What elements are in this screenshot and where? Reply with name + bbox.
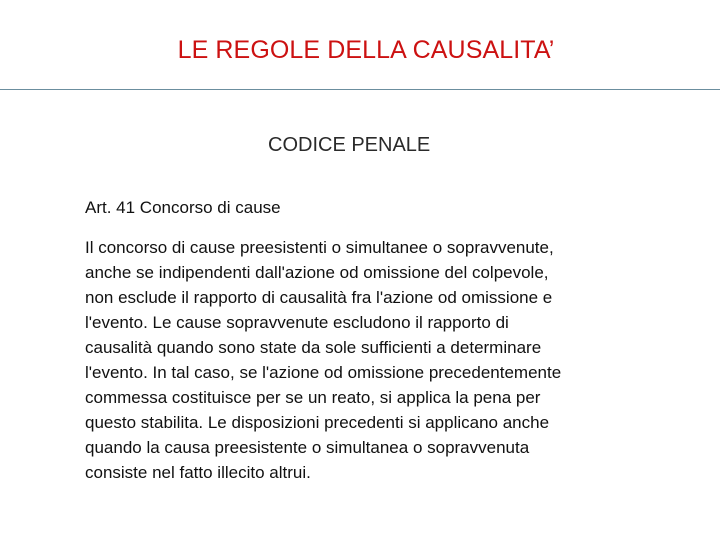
- title-divider: [0, 89, 720, 90]
- slide-title: LE REGOLE DELLA CAUSALITA’: [177, 36, 555, 64]
- section-heading: CODICE PENALE: [268, 134, 431, 156]
- article-body: Il concorso di cause preesistenti o simultanee o sopravvenute, anche se indipendenti dall'azione od omissione del colpevole, non esclude il rapporto di causalità fra l'azione od omissione e l'evento. Le cause sopravvenute escludono il rapporto di causalità quando sono state da sole sufficienti a determinare l'evento. In tal caso, se l'azione od omissione precedentemente commessa costituisce per se un reato, si applica la pena per questo stabilita. Le disposizioni precedenti si applicano anche quando la causa preesistente o simultanea o sopravvenuta consiste nel fatto illecito altrui.: [85, 238, 562, 482]
- article-title: Art. 41 Concorso di cause: [85, 198, 281, 217]
